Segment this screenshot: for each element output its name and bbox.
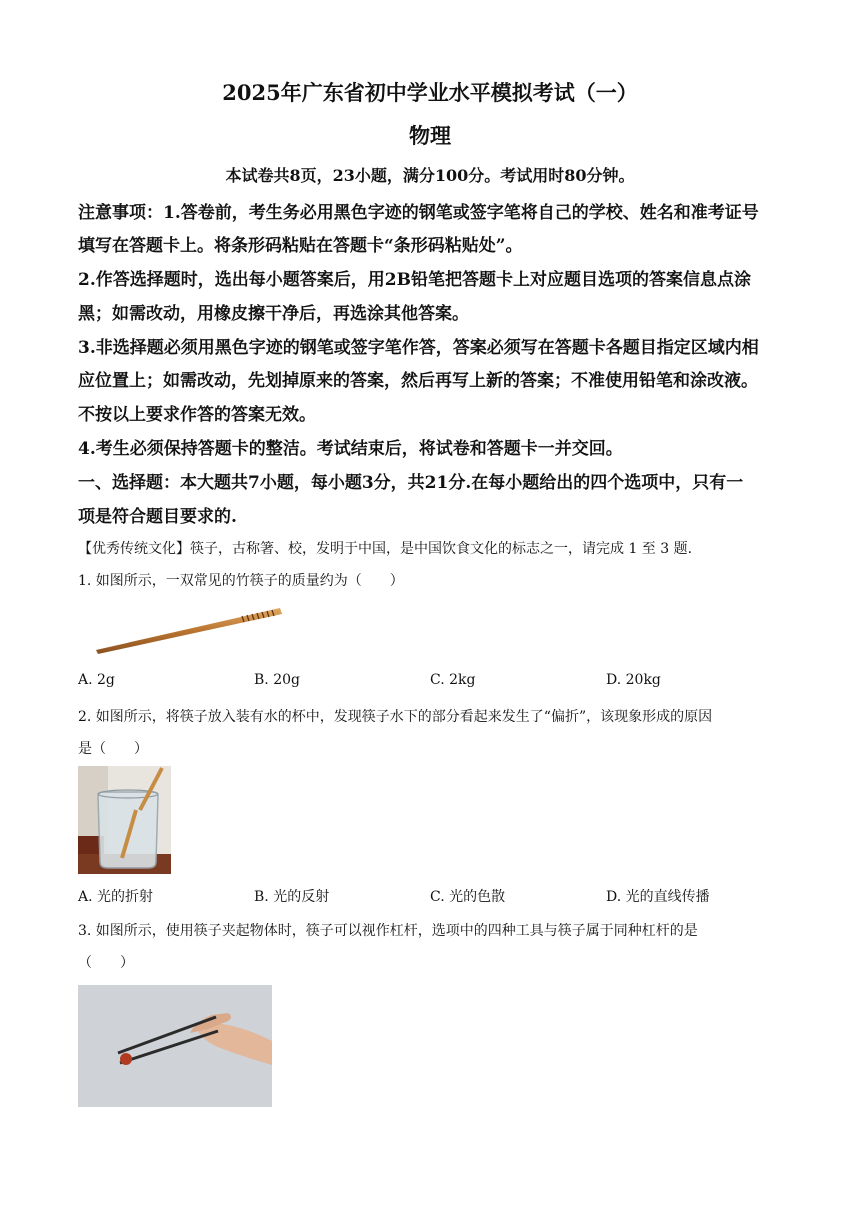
- q2-option-c[interactable]: C. 光的色散: [430, 889, 506, 905]
- question-2-stem-line-2: 是（ ）: [78, 741, 148, 757]
- q2-option-b[interactable]: B. 光的反射: [254, 889, 330, 905]
- q2-option-a[interactable]: A. 光的折射: [78, 889, 154, 905]
- q1-option-d[interactable]: D. 20kg: [606, 672, 661, 688]
- notes-line-3: 2.作答选择题时，选出每小题答案后，用2B铅笔把答题卡上对应题目选项的答案信息点涂: [78, 270, 751, 290]
- q1-option-a[interactable]: A. 2g: [78, 672, 115, 688]
- exam-info: 本试卷共8页，23小题，满分100分。考试用时80分钟。: [225, 166, 635, 185]
- glass-chopstick-image: [78, 766, 171, 874]
- question-3-stem-line-1: 3. 如图所示，使用筷子夹起物体时，筷子可以视作杠杆，选项中的四种工具与筷子属于同种杠杆的是: [78, 923, 698, 939]
- question-1-stem: 1. 如图所示，一双常见的竹筷子的质量约为（ ）: [78, 573, 404, 589]
- q1-option-c[interactable]: C. 2kg: [430, 672, 476, 688]
- notes-line-7: 不按以上要求作答的答案无效。: [78, 405, 316, 425]
- culture-intro: 【优秀传统文化】筷子，古称箸、校，发明于中国，是中国饮食文化的标志之一，请完成 1 至 3 题.: [78, 541, 693, 557]
- section-heading-line-1: 一、选择题：本大题共7小题，每小题3分，共21分.在每小题给出的四个选项中，只有一: [78, 473, 744, 493]
- hand-chopsticks-image: [78, 985, 272, 1107]
- chopstick-image: [92, 600, 286, 658]
- section-heading-line-2: 项是符合题目要求的.: [78, 507, 237, 527]
- question-2-stem-line-1: 2. 如图所示，将筷子放入装有水的杯中，发现筷子水下的部分看起来发生了“偏折”，该现象形成的原因: [78, 709, 713, 725]
- notes-line-2: 填写在答题卡上。将条形码粘贴在答题卡“条形码粘贴处”。: [78, 236, 523, 256]
- notes-line-6: 应位置上；如需改动，先划掉原来的答案，然后再写上新的答案；不准使用铅笔和涂改液。: [78, 371, 758, 391]
- notes-line-5: 3.非选择题必须用黑色字迹的钢笔或签字笔作答，答案必须写在答题卡各题目指定区域内相: [78, 338, 759, 358]
- notes-line-1: 注意事项：1.答卷前，考生务必用黑色字迹的钢笔或签字笔将自己的学校、姓名和准考证号: [78, 203, 759, 223]
- notes-line-8: 4.考生必须保持答题卡的整洁。考试结束后，将试卷和答题卡一并交回。: [78, 439, 623, 459]
- question-3-stem-line-2: （ ）: [78, 955, 134, 971]
- q1-option-b[interactable]: B. 20g: [254, 672, 300, 688]
- subject-title: 物理: [409, 123, 451, 148]
- notes-line-4: 黑；如需改动，用橡皮擦干净后，再选涂其他答案。: [78, 304, 469, 324]
- q2-option-d[interactable]: D. 光的直线传播: [606, 889, 710, 905]
- exam-title: 2025年广东省初中学业水平模拟考试（一）: [222, 80, 638, 105]
